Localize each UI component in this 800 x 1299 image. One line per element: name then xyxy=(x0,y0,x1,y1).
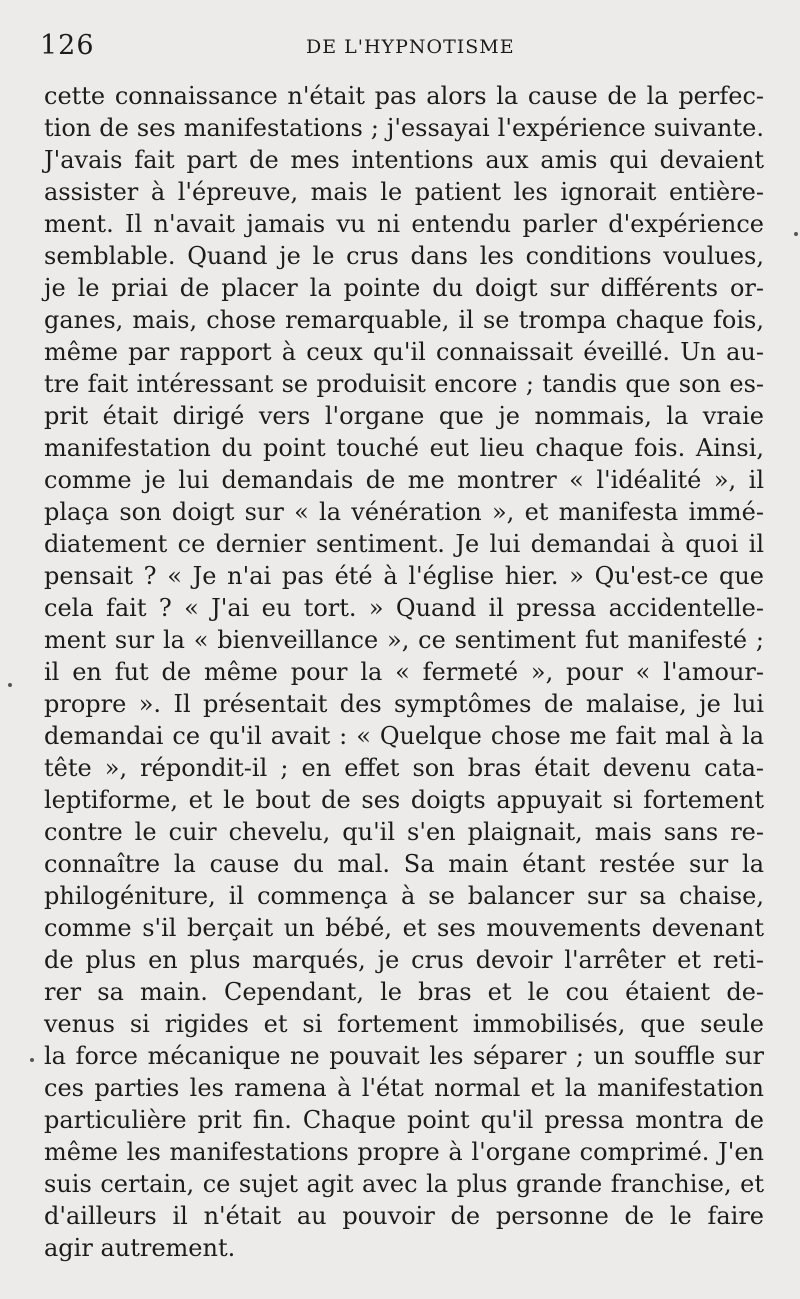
text-line: tre fait intéressant se produisit encore ; tandis que son es- xyxy=(44,370,764,398)
text-line: la force mécanique ne pouvait les séparer ; un souffle sur xyxy=(44,1042,764,1070)
text-line: ment. Il n'avait jamais vu ni entendu parler d'expérience xyxy=(44,210,764,238)
text-line: agir autrement. xyxy=(44,1234,236,1262)
text-line: tion de ses manifestations ; j'essayai l'expérience suivante. xyxy=(44,114,764,142)
page-header xyxy=(40,30,760,70)
text-line: J'avais fait part de mes intentions aux amis qui devaient xyxy=(44,146,764,174)
margin-speck xyxy=(8,683,12,687)
text-line: de plus en plus marqués, je crus devoir l'arrêter et reti- xyxy=(44,946,764,974)
text-line: leptiforme, et le bout de ses doigts appuyait si fortement xyxy=(44,786,764,814)
text-line: assister à l'épreuve, mais le patient les ignorait entière- xyxy=(44,178,764,206)
text-line: contre le cuir chevelu, qu'il s'en plaignait, mais sans re- xyxy=(44,818,764,846)
text-line: plaça son doigt sur « la vénération », et manifesta immé- xyxy=(44,498,764,526)
text-line: rer sa main. Cependant, le bras et le cou étaient de- xyxy=(44,978,764,1006)
text-line: philogéniture, il commença à se balancer sur sa chaise, xyxy=(44,882,764,910)
margin-speck xyxy=(30,1058,34,1062)
text-line: ment sur la « bienveillance », ce sentiment fut manifesté ; xyxy=(44,626,764,654)
text-line: ces parties les ramena à l'état normal et la manifestation xyxy=(44,1074,764,1102)
text-line: tête », répondit-il ; en effet son bras était devenu cata- xyxy=(44,754,764,782)
text-line: suis certain, ce sujet agit avec la plus grande franchise, et xyxy=(44,1170,764,1198)
text-line: cela fait ? « J'ai eu tort. » Quand il pressa accidentelle- xyxy=(44,594,764,622)
text-line: diatement ce dernier sentiment. Je lui demandai à quoi il xyxy=(44,530,764,558)
text-line: comme s'il berçait un bébé, et ses mouvements devenant xyxy=(44,914,764,942)
text-line: comme je lui demandais de me montrer « l'idéalité », il xyxy=(44,466,764,494)
text-line: il en fut de même pour la « fermeté », pour « l'amour- xyxy=(44,658,764,686)
text-line: manifestation du point touché eut lieu chaque fois. Ainsi, xyxy=(44,434,764,462)
text-line: je le priai de placer la pointe du doigt sur différents or- xyxy=(44,274,764,302)
text-line: ganes, mais, chose remarquable, il se trompa chaque fois, xyxy=(44,306,764,334)
text-line: particulière prit fin. Chaque point qu'il pressa montra de xyxy=(44,1106,764,1134)
running-title: DE L'HYPNOTISME xyxy=(306,36,515,58)
text-line: même les manifestations propre à l'organe comprimé. J'en xyxy=(44,1138,764,1166)
text-line: demandai ce qu'il avait : « Quelque chose me fait mal à la xyxy=(44,722,764,750)
text-line: venus si rigides et si fortement immobilisés, que seule xyxy=(44,1010,764,1038)
text-line: semblable. Quand je le crus dans les conditions voulues, xyxy=(44,242,764,270)
text-line: pensait ? « Je n'ai pas été à l'église hier. » Qu'est-ce que xyxy=(44,562,764,590)
page-number: 126 xyxy=(40,30,95,61)
text-line: prit était dirigé vers l'organe que je nommais, la vraie xyxy=(44,402,764,430)
text-line: d'ailleurs il n'était au pouvoir de personne de le faire xyxy=(44,1202,764,1230)
text-line: cette connaissance n'était pas alors la cause de la perfec- xyxy=(44,82,764,110)
text-line: connaître la cause du mal. Sa main étant restée sur la xyxy=(44,850,764,878)
text-line: propre ». Il présentait des symptômes de malaise, je lui xyxy=(44,690,764,718)
body-text xyxy=(44,80,764,1264)
text-line: même par rapport à ceux qu'il connaissait éveillé. Un au- xyxy=(44,338,764,366)
margin-speck xyxy=(794,232,798,236)
